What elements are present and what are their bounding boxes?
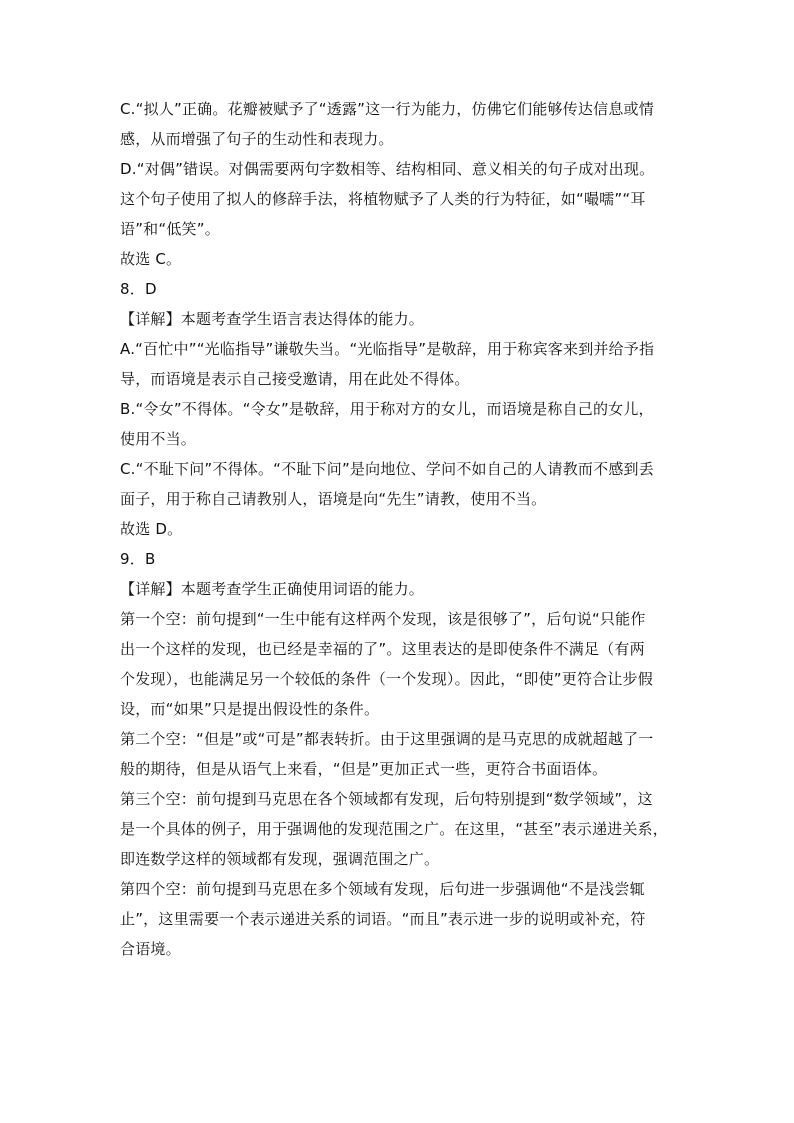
text-line: 第四个空：前句提到马克思在多个领域有发现，后句进一步强调他“不是浅尝辄 — [120, 880, 645, 898]
text-line: C.“不耻下问”不得体。“不耻下问”是向地位、学问不如自己的人请教而不感到丢 — [120, 460, 654, 478]
text-line: 面子，用于称自己请教别人，语境是向“先生”请教，使用不当。 — [120, 490, 547, 508]
text-line: B.“令女”不得体。“令女”是敬辞，用于称对方的女儿，而语境是称自己的女儿， — [120, 400, 654, 418]
text-line: 止”，这里需要一个表示递进关系的词语。“而且”表示进一步的说明或补充，符 — [120, 910, 646, 928]
text-line: 语”和“低笑”。 — [120, 220, 220, 238]
text-line: C.“拟人”正确。花瓣被赋予了“透露”这一行为能力，仿佛它们能够传达信息或情 — [120, 100, 654, 118]
text-line: A.“百忙中”“光临指导”谦敬失当。“光临指导”是敬辞，用于称宾客来到并给予指 — [120, 340, 655, 358]
text-line: 第三个空：前句提到马克思在各个领域都有发现，后句特别提到“数学领域”，这 — [120, 790, 653, 808]
explanation-heading: 【详解】本题考查学生语言表达得体的能力。 — [120, 310, 425, 328]
answer-line: 故选 D。 — [120, 520, 183, 538]
question-number: 8．D — [120, 280, 157, 298]
text-line: 即连数学这样的领域都有发现，强调范围之广。 — [120, 850, 440, 868]
text-line: 使用不当。 — [120, 430, 197, 448]
question-number: 9．B — [120, 550, 156, 568]
text-line: 第一个空：前句提到“一生中能有这样两个发现，该是很够了”，后句说“只能作 — [120, 610, 646, 628]
text-line: 导，而语境是表示自己接受邀请，用在此处不得体。 — [120, 370, 470, 388]
text-line: D.“对偶”错误。对偶需要两句字数相等、结构相同、意义相关的句子成对出现。 — [120, 160, 655, 178]
text-line: 出一个这样的发现，也已经是幸福的了”。这里表达的是即使条件不满足（有两 — [120, 640, 645, 658]
text-line: 设，而“如果”只是提出假设性的条件。 — [120, 700, 380, 718]
text-line: 是一个具体的例子，用于强调他的发现范围之广。在这里，“甚至”表示递进关系， — [120, 820, 668, 838]
text-line: 感，从而增强了句子的生动性和表现力。 — [120, 130, 394, 148]
document-body — [120, 94, 680, 964]
text-line: 这个句子使用了拟人的修辞手法，将植物赋予了人类的行为特征，如“嘬嚅”“耳 — [120, 190, 646, 208]
text-line: 般的期待，但是从语气上来看，“但是”更加正式一些，更符合书面语体。 — [120, 760, 608, 778]
text-line: 个发现），也能满足另一个较低的条件（一个发现）。因此，“即使”更符合让步假 — [120, 670, 653, 688]
text-line: 第二个空：“但是”或“可是”都表转折。由于这里强调的是马克思的成就超越了一 — [120, 730, 654, 748]
answer-line: 故选 C。 — [120, 250, 182, 268]
text-line: 合语境。 — [120, 940, 181, 958]
explanation-heading: 【详解】本题考查学生正确使用词语的能力。 — [120, 580, 425, 598]
